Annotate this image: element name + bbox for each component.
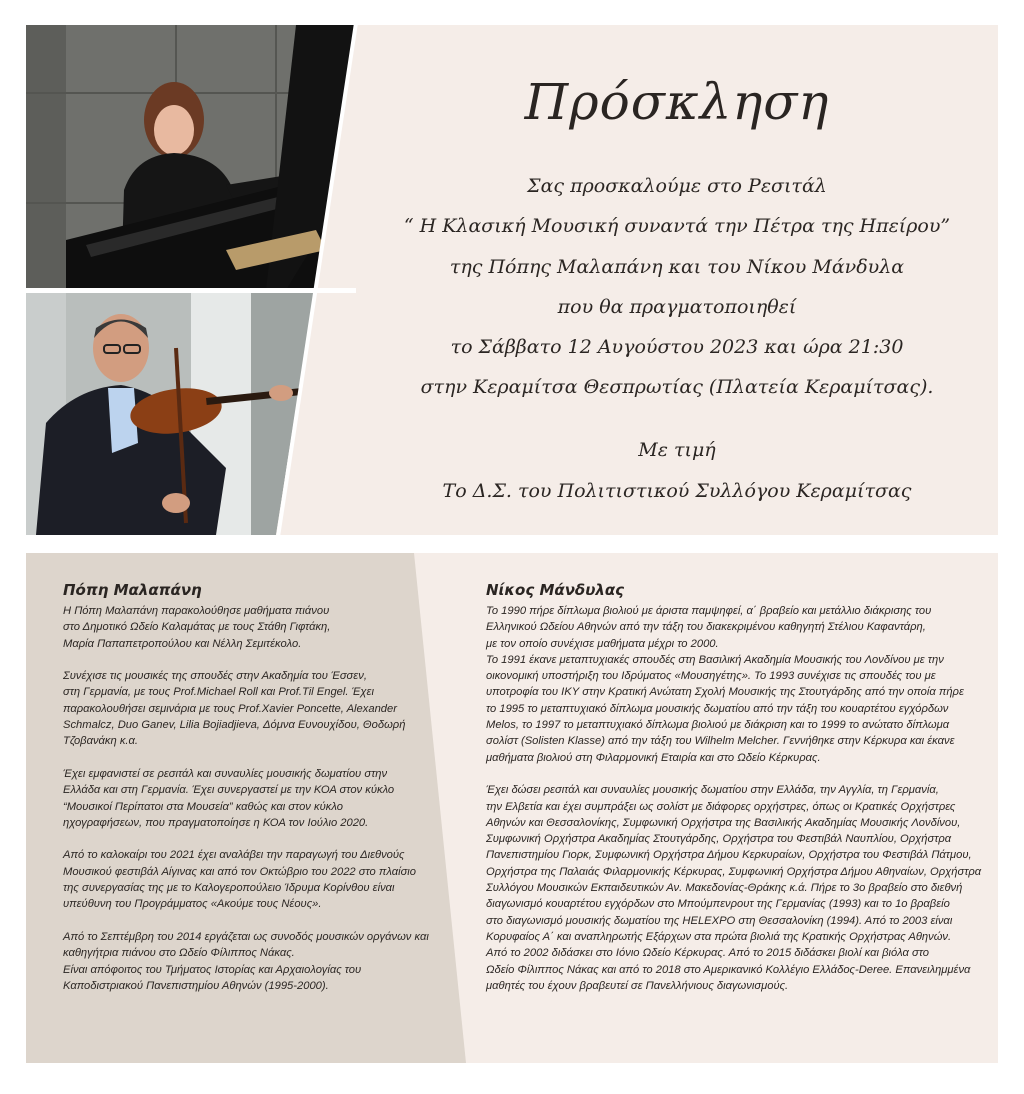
invitation-closing: Με τιμή [638,439,716,461]
bio-line: Μουσικού φεστιβάλ Αίγινας και από τον Οκτώβριο του 2022 στο πλαίσιο [63,865,417,878]
bio-line: Το 1991 έκανε μεταπτυχιακές σπουδές στη Βασιλική Ακαδημία Μουσικής του Λονδίνου με την [486,653,944,666]
bio-line: Κορυφαίος Α΄ και αναπληρωτής Εξάρχων στα πρώτα βιολιά της Κρατικής Ορχήστρας Αθηνών. [486,930,952,943]
pianist-photo [26,25,356,290]
bio-paragraph [63,766,433,831]
bio-line: καθηγήτρια πιάνου στο Ωδείο Φίλιππος Νάκας. [63,947,295,960]
bio-line: της συνεργασίας της με το Καλογεροπούλειο Ίδρυμα Κορίνθου είναι [63,882,395,895]
bio-line: στο διαγωνισμό μουσικής δωματίου της HELEXPO στη Θεσσαλονίκη (1994). Από το 2003 είναι [486,914,953,927]
biography-panel [26,553,998,1063]
bio-mandylas [486,581,982,1010]
bio-line: Μαρία Παπαπετροπούλου και Νέλλη Σεμιτέκολο. [63,637,302,650]
invitation-location: στην Κεραμίτσα Θεσπρωτίας (Πλατεία Κεραμίτσας). [420,376,934,398]
invitation-signature: Το Δ.Σ. του Πολιτιστικού Συλλόγου Κεραμίτσας [442,480,912,502]
invitation-date: το Σάββατο 12 Αυγούστου 2023 και ώρα 21:30 [450,336,904,358]
bio-paragraph [63,668,433,749]
bio-line: παρακολουθήσει σεμινάρια με τους Prof.Xavier Poncette, Alexander [63,702,397,715]
bio-line: Ορχήστρα της Παλαιάς Φιλαρμονικής Κέρκυρας, Συμφωνική Ορχήστρα Δήμου Αθηναίων, Ορχήστρα [486,865,982,878]
invitation-panel [26,25,998,535]
violinist-illustration [26,293,356,535]
bio-line: Καποδιστριακού Πανεπιστημίου Αθηνών (1995-2000). [63,979,329,992]
bio-line: μαθητές του έχουν βραβευτεί σε Πανελλήνιους διαγωνισμούς. [486,979,789,992]
bio-line: Ελλάδα και στη Γερμανία. Έχει συνεργαστεί με την ΚΟΑ στον κύκλο [63,784,395,797]
invitation-event-title: “ Η Κλασική Μουσική συναντά την Πέτρα της Ηπείρου” [403,215,951,237]
pianist-illustration [26,25,356,290]
bio-line: το 1995 το μεταπτυχιακό δίπλωμα μουσικής δωματίου από την τάξη του κουαρτέτου εγχόρδων [486,702,949,715]
bio-line: Έχει εμφανιστεί σε ρεσιτάλ και συναυλίες μουσικής δωματίου στην [63,767,388,780]
bio-line: στο Δημοτικό Ωδείο Καλαμάτας με τους Στάθη Γιφτάκη, [63,621,331,634]
bio-line: Από το καλοκαίρι του 2021 έχει αναλάβει την παραγωγή του Διεθνούς [63,849,405,862]
bio-line: οικονομική υποστήριξη του Ιδρύματος «Μουσηγέτης». Το 1993 συνέχισε τις σπουδές του με [486,670,936,683]
bio-line: Έχει δώσει ρεσιτάλ και συναυλίες μουσικής δωματίου στην Ελλάδα, την Αγγλία, τη Γερμανία, [486,784,939,797]
bio-line: Schmalcz, Duo Ganev, Lilia Bojiadjieva, Δόμνα Ευνουχίδου, Θοδωρή [63,719,406,732]
invitation-line: της Πόπης Μαλαπάνη και του Νίκου Μάνδυλα [449,256,905,278]
invitation-title: Πρόσκληση [524,73,830,131]
bio-line: Συνέχισε τις μουσικές της σπουδές στην Ακαδημία του Έσσεν, [63,670,367,683]
bio-line: υπεύθυνη του Προγράμματος «Ακούμε τους Νέους». [63,898,322,911]
invitation-line: που θα πραγματοποιηθεί [557,296,797,318]
bio-name: Νίκος Μάνδυλας [486,581,625,599]
bio-line: με τον οποίο συνέχισε μαθήματα μέχρι το 2000. [486,637,719,650]
bio-line: την Ελβετία και έχει συμπράξει ως σολίστ με διάφορες ορχήστρες, όπως οι Κρατικές Ορχήστρες [486,800,956,813]
bio-line: Πανεπιστημίου Γιορκ, Συμφωνική Ορχήστρα Δήμου Κερκυραίων, Ορχήστρα του Φεστιβάλ Πάτμου, [486,849,972,862]
bio-line: Συλλόγου Μουσικών Εκπαιδευτικών Αν. Μακεδονίας-Θράκης κ.ά. Πήρε το 3ο βραβείο στο διεθνή [486,882,963,895]
violinist-photo [26,293,356,535]
bio-line: Ελληνικού Ωδείου Αθηνών από την τάξη του διακεκριμένου καθηγητή Στέλιου Καφαντάρη, [486,621,926,634]
bio-line: υποτροφία του ΙΚΥ στην Κρατική Ανώτατη Σχολή Μουσικής της Στουτγάρδης από την οποία πήρε [486,686,964,699]
bio-paragraph [63,603,433,652]
bio-line: μαθήματα βιολιού στη Φιλαρμονική Εταιρία και στο Ωδείο Κέρκυρας. [486,751,821,764]
bio-line: ηχογραφήσεων, που πραγματοποίησε η ΚΟΑ τον Ιούλιο 2020. [63,816,369,829]
bio-line: Το 1990 πήρε δίπλωμα βιολιού με άριστα παμψηφεί, α΄ βραβείο και μετάλλιο διάκρισης του [486,605,932,617]
bio-line: “Μουσικοί Περίπατοι στα Μουσεία” καθώς και στον κύκλο [63,800,343,813]
bio-line: στη Γερμανία, με τους Prof.Michael Roll και Prof.Til Engel. Έχει [63,686,374,699]
bio-line: Από το Σεπτέμβρη του 2014 εργάζεται ως συνοδός μουσικών οργάνων και [63,930,429,943]
bio-line: Ωδείο Φίλιππος Νάκας και από το 2018 στο Αμερικανικό Κολλέγιο Ελλάδος-Deree. Επανειλημμένα [486,963,971,976]
bio-name: Πόπη Μαλαπάνη [63,581,202,599]
invitation-text [356,25,998,535]
bio-line: σολίστ (Solisten Klasse) από την τάξη του Wilhelm Melcher. Γεννήθηκε στην Κέρκυρα και έκανε [486,735,955,748]
bio-line: Συμφωνική Ορχήστρα Ακαδημίας Στουτγάρδης, Ορχήστρα του Φεστιβάλ Ναυπλίου, Ορχήστρα [486,833,952,846]
bio-paragraph [486,603,966,766]
bio-line: Αθηνών και Θεσσαλονίκης, Συμφωνική Ορχήστρα της Βασιλικής Ακαδημίας Μουσικής Λονδίνου, [486,816,961,829]
bio-line: Τζοβανάκη κ.α. [63,735,139,748]
bio-paragraph [63,929,433,994]
bio-line: Είναι απόφοιτος του Τμήματος Ιστορίας και Αρχαιολογίας του [63,963,362,976]
bio-paragraph [63,847,433,912]
invitation-line: Σας προσκαλούμε στο Ρεσιτάλ [527,175,827,197]
bio-line: Melos, το 1997 το μεταπτυχιακό δίπλωμα βιολιού με διάκριση και το 1999 το ανώτατο δίπλωμα [486,719,950,732]
bio-paragraph [486,782,982,994]
bio-line: διαγωνισμό κουαρτέτου εγχόρδων στο Μπούμπενρουτ της Γερμανίας (1993) και το 1ο βραβείο [486,898,950,911]
bio-line: Από το 2002 διδάσκει στο Ιόνιο Ωδείο Κέρκυρας. Από το 2015 διδάσκει βιολί και βιόλα στο [486,947,929,960]
bio-malapani [63,581,433,1010]
bio-line: Η Πόπη Μαλαπάνη παρακολούθησε μαθήματα πιάνου [63,605,330,617]
